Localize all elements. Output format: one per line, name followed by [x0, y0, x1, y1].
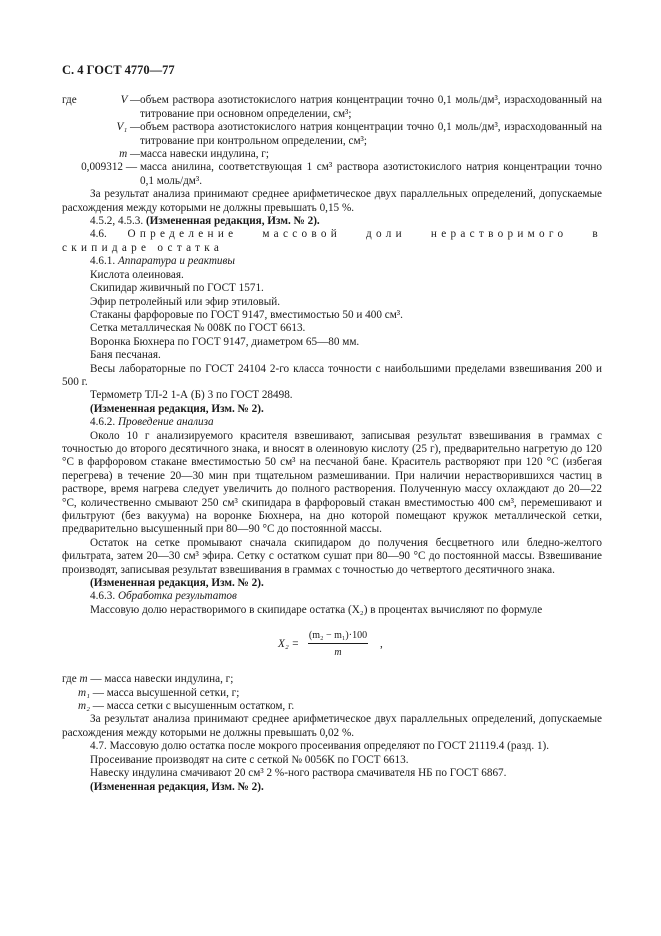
clause-4-7: 4.7. Массовую долю остатка после мокрого просеивания определяют по ГОСТ 21119.4 (разд. 1).: [90, 740, 550, 753]
clause-number: 4.6.: [90, 228, 107, 241]
sieve-paragraph: Просеивание производят на сите с сеткой № 0056К по ГОСТ 6613.: [90, 753, 409, 766]
wetting-paragraph: Навеску индулина смачивают 20 см³ 2 %-ного раствора смачивателя НБ по ГОСТ 6867.: [90, 767, 507, 780]
definition-row: [62, 121, 602, 148]
variable-definition: где m — масса навески индулина, г;: [62, 673, 234, 686]
reagent-item: Эфир петролейный или эфир этиловый.: [90, 295, 281, 308]
reagent-item: Скипидар живичный по ГОСТ 1571.: [90, 282, 264, 295]
edit-note: (Измененная редакция, Изм. № 2).: [145, 215, 320, 228]
definitions-list-1: [62, 94, 602, 188]
reagent-item: Воронка Бюхнера по ГОСТ 9147, диаметром 65—80 мм.: [90, 335, 360, 348]
clause-number: 4.6.1.: [90, 255, 116, 268]
formula-numerator: (m₂ − m₁)·100: [308, 630, 368, 642]
fraction-bar: [308, 643, 368, 644]
reagent-item: Баня песчаная.: [90, 349, 161, 362]
definition-text: объем раствора азотистокислого натрия концентрации точно 0,1 моль/дм³, израсходованный на титрование при основном определении, см³;: [140, 94, 602, 120]
definition-text: масса анилина, соответствующая 1 см³ раствора азотистокислого натрия концентрации точно 0,1 моль/дм³.: [140, 161, 602, 187]
definition-row: [62, 161, 602, 188]
section-4-6-2-heading: [62, 416, 602, 429]
result-paragraph-1: За результат анализа принимают среднее арифметическое двух параллельных определений, допускаемые расхождения между которыми не должны превышать 0,15 %.: [62, 188, 602, 214]
section-4-6-1-heading: [62, 255, 602, 268]
definition-lead: где: [62, 94, 77, 107]
analysis-paragraph-2: Остаток на сетке промывают сначала скипидаром до получения бесцветного или бледно-желтого фильтрата, затем 20—30 см³ эфира. Сетку с остатком сушат при 80—90 °С до постоянной массы. Взвешивание производят, записывая результат взвешивания в граммах с точностью до четвертого десятичного знака.: [62, 536, 602, 576]
variable-text: масса навески индулина, г;: [104, 673, 234, 686]
clause-number: 4.6.2.: [90, 416, 116, 429]
section-title: Аппаратура и реактивы: [117, 255, 235, 268]
section-title: Проведение анализа: [117, 416, 214, 429]
clause-number: 4.6.3.: [90, 590, 116, 603]
result-paragraph-2: За результат анализа принимают среднее арифметическое двух параллельных определений, допускаемые расхождения между которыми не должны превышать 0,02 %.: [62, 713, 602, 739]
reagent-item: Стаканы фарфоровые по ГОСТ 9147, вместимостью 50 и 400 см³.: [90, 308, 403, 321]
reagent-item: Термометр ТЛ-2 1-А (Б) 3 по ГОСТ 28498.: [90, 389, 293, 402]
reagent-item: Весы лабораторные по ГОСТ 24104 2-го класса точности с наибольшими пределами взвешивания 200 и 500 г.: [62, 362, 602, 388]
variable-text: масса высушенной сетки, г;: [106, 686, 240, 699]
section-title: Определение массовой доли нерастворимого в скипидаре остатка: [62, 228, 602, 254]
calculation-paragraph: Массовую долю нерастворимого в скипидаре остатка (X₂) в процентах вычисляют по формуле: [90, 603, 543, 616]
definition-symbol: V —: [120, 94, 140, 107]
clause-number: 4.5.2, 4.5.3.: [90, 215, 144, 228]
variable-definition: m₂ — масса сетки с высушенным остатком, г.: [78, 700, 295, 713]
definition-row: [62, 94, 602, 121]
edit-note-line: [62, 215, 602, 228]
definition-symbol: m —: [119, 148, 140, 161]
definition-text: объем раствора азотистокислого натрия концентрации точно 0,1 моль/дм³, израсходованный на титрование при контрольном определении, см³;: [140, 121, 602, 147]
edit-note: (Измененная редакция, Изм. № 2).: [90, 402, 264, 415]
definition-row: [62, 148, 602, 161]
definition-symbol: V₁ —: [116, 121, 140, 134]
variable-symbol: m₂: [78, 700, 90, 713]
definition-lead: [62, 148, 100, 161]
reagent-item: Кислота олеиновая.: [90, 268, 184, 281]
edit-note: (Измененная редакция, Изм. № 2).: [90, 780, 264, 793]
definition-lead: [62, 121, 100, 148]
document-page: [62, 64, 602, 794]
variable-symbol: m₁: [78, 686, 90, 699]
definition-lead: где: [62, 673, 77, 686]
reagent-item: Сетка металлическая № 008К по ГОСТ 6613.: [90, 322, 306, 335]
formula-lhs: X₂ =: [278, 638, 300, 651]
section-4-6-heading: [62, 228, 602, 255]
formula-tail: ,: [380, 638, 383, 651]
page-header: С. 4 ГОСТ 4770—77: [62, 63, 175, 77]
definition-lead: 0,009312 —: [81, 161, 137, 174]
formula: [62, 627, 602, 665]
definition-text: масса навески индулина, г;: [140, 148, 269, 161]
variable-symbol: m: [79, 673, 88, 686]
variable-definition: m₁ — масса высушенной сетки, г;: [78, 686, 240, 699]
variable-text: масса сетки с высушенным остатком, г.: [106, 700, 295, 713]
analysis-paragraph-1: Около 10 г анализируемого красителя взвешивают, записывая результат взвешивания в граммах с точностью до второго десятичного знака, и вносят в олеиновую кислоту (25 г), предварительно нагретую до 120 °С в фарфоровом стакане вместимостью 50 см³ на песчаной бане. Краситель растворяют при 120 °С (избегая перегрева) в течение 20—30 мин при тщательном размешивании. При наличии нерастворившихся частиц в растворе, время нагрева следует увеличить до полного растворения. Полученную массу охлаждают до 20—22 °С, количественно смывают 250 см³ скипидара в фарфоровый стакан вместимостью 400 см³, перемешивают и фильтруют (без вакуума) на воронке Бюхнера, на дно которой помещают кружок металлической сетки, предварительно высушенный при 80—90 °С до постоянной массы.: [62, 429, 602, 536]
edit-note: (Измененная редакция, Изм. № 2).: [90, 577, 264, 590]
formula-denominator: m: [334, 647, 342, 659]
section-title: Обработка результатов: [117, 590, 237, 603]
section-4-6-3-heading: [62, 590, 602, 603]
